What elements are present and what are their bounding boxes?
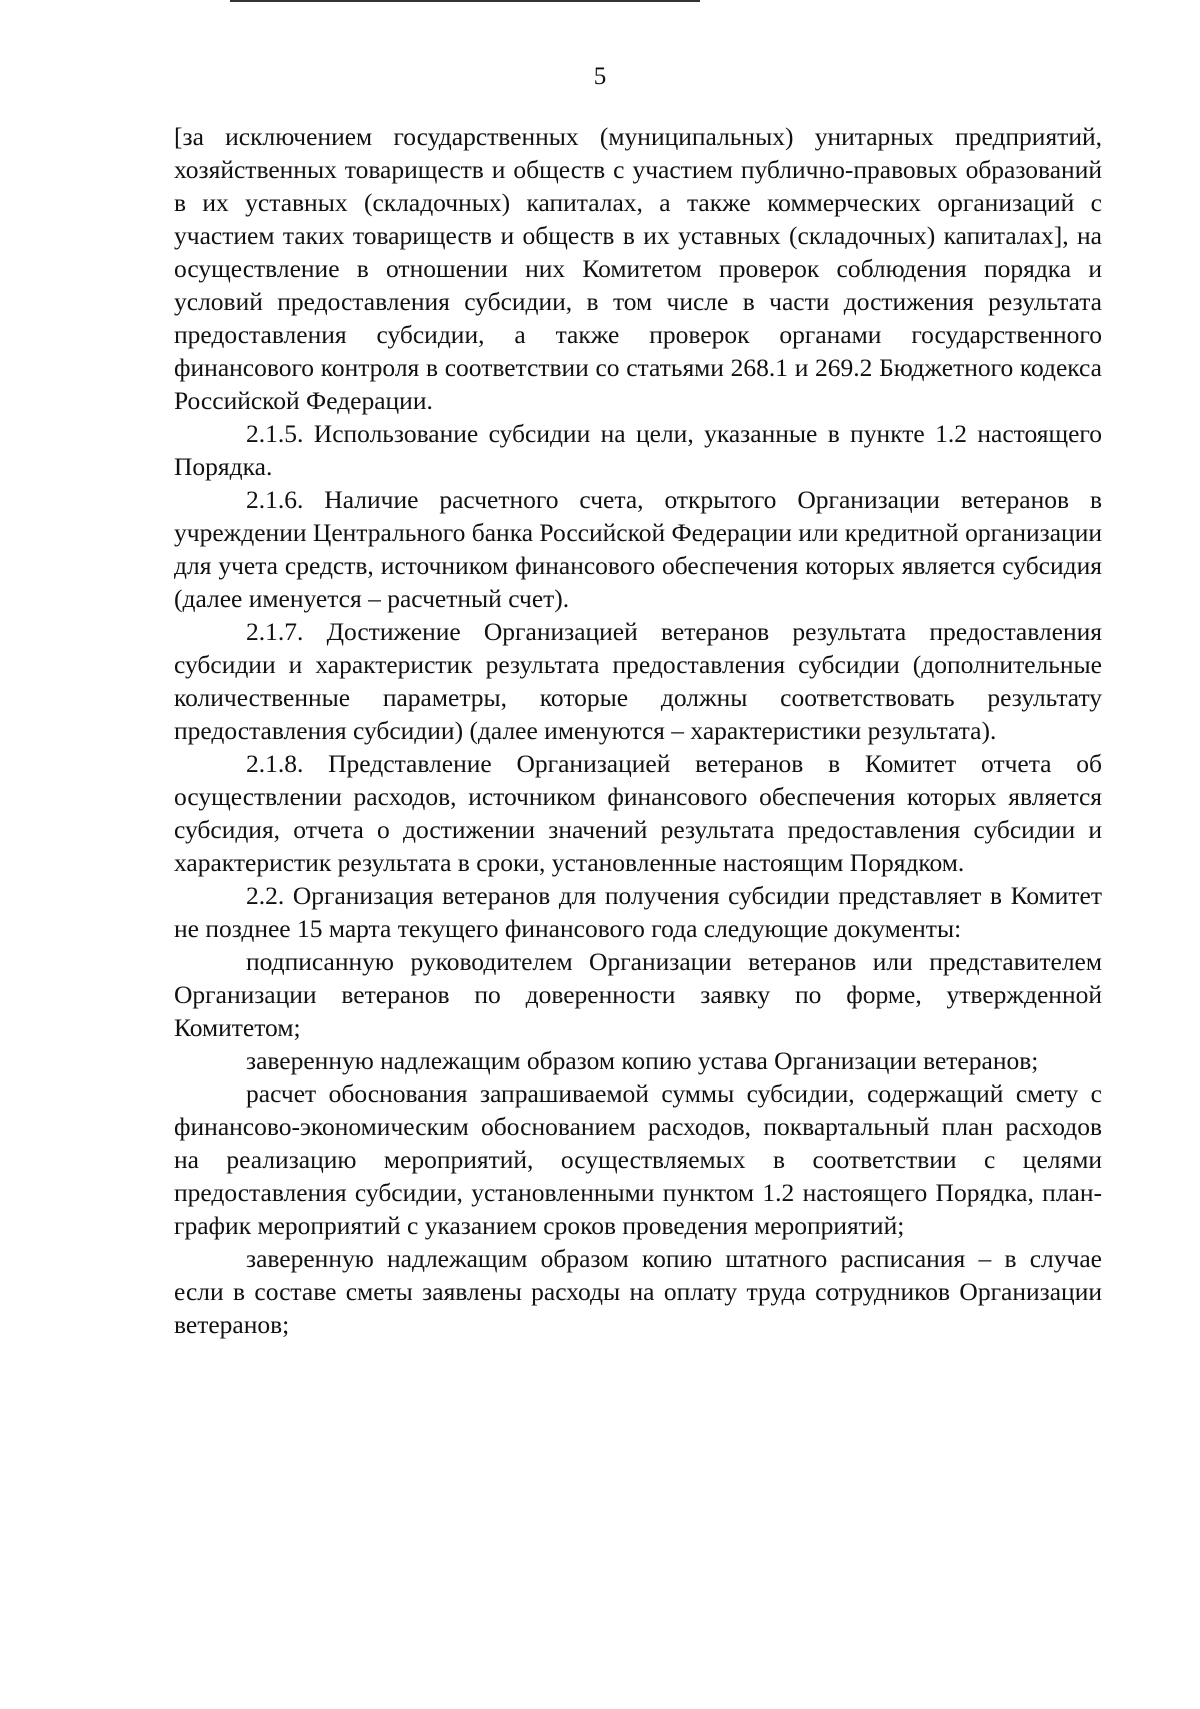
scan-edge-line — [230, 0, 700, 2]
document-body — [174, 120, 1102, 1341]
paragraph-doc-staffing: заверенную надлежащим образом копию штатного расписания – в случае если в составе сметы заявлены расходы на оплату труда сотрудников Организации ветеранов; — [174, 1244, 1102, 1339]
paragraph-item-2-1-8: 2.1.8. Представление Организацией ветеранов в Комитет отчета об осуществлении расходов, источником финансового обеспечения которых является субсидия, отчета о достижении значений результата предоставления субсидии и характеристик результата в сроки, установленные настоящим Порядком. — [174, 749, 1102, 877]
page-number: 5 — [593, 63, 607, 90]
paragraph-item-2-1-6: 2.1.6. Наличие расчетного счета, открытого Организации ветеранов в учреждении Центрального банка Российской Федерации или кредитной организации для учета средств, источником финансового обеспечения которых является субсидия (далее именуется – расчетный счет). — [174, 485, 1102, 613]
paragraph-continuation: [за исключением государственных (муниципальных) унитарных предприятий, хозяйственных товариществ и обществ с участием публично-правовых образований в их уставных (складочных) капиталах, а также коммерческих организаций с участием таких товариществ и обществ в их уставных (складочных) капиталах], на осуществление в отношении них Комитетом проверок соблюдения порядка и условий предоставления субсидии, в том числе в части достижения результата предоставления субсидии, а также проверок органами государственного финансового контроля в соответствии со статьями 268.1 и 269.2 Бюджетного кодекса Российской Федерации. — [174, 122, 1102, 415]
paragraph-item-2-1-7: 2.1.7. Достижение Организацией ветеранов результата предоставления субсидии и характеристик результата предоставления субсидии (дополнительные количественные параметры, которые должны соответствовать результату предоставления субсидии) (далее именуются – характеристики результата). — [174, 617, 1102, 745]
paragraph-doc-application: подписанную руководителем Организации ветеранов или представителем Организации ветеранов по доверенности заявку по форме, утвержденной Комитетом; — [174, 947, 1102, 1042]
paragraph-item-2-2: 2.2. Организация ветеранов для получения субсидии представляет в Комитет не позднее 15 марта текущего финансового года следующие документы: — [174, 881, 1102, 943]
paragraph-doc-calculation: расчет обоснования запрашиваемой суммы субсидии, содержащий смету с финансово-экономическим обоснованием расходов, поквартальный план расходов на реализацию мероприятий, осуществляемых в соответствии с целями предоставления субсидии, установленными пунктом 1.2 настоящего Порядка, план-график мероприятий с указанием сроков проведения мероприятий; — [174, 1079, 1102, 1240]
paragraph-item-2-1-5: 2.1.5. Использование субсидии на цели, указанные в пункте 1.2 настоящего Порядка. — [174, 419, 1102, 481]
paragraph-doc-charter: заверенную надлежащим образом копию устава Организации ветеранов; — [246, 1046, 1039, 1075]
